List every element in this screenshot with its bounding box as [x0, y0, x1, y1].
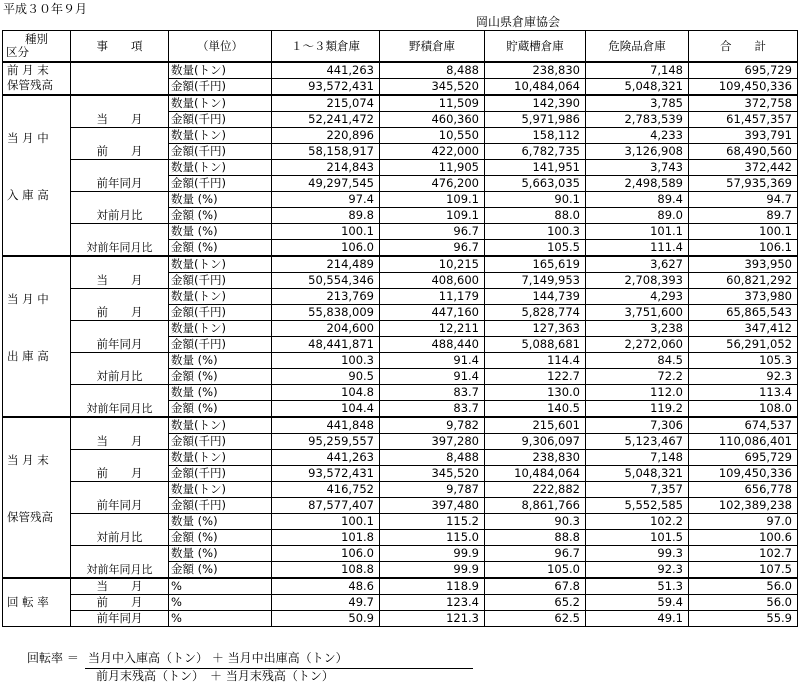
value-hazmat-cell: 72.2: [586, 369, 689, 385]
value-tank-cell: 5,828,774: [485, 305, 586, 321]
value-class13-cell: 100.1: [272, 224, 380, 240]
value-tank-cell: 9,306,097: [485, 434, 586, 450]
warehouse-statistics-table: [2, 30, 798, 627]
value-class13-cell: 52,241,472: [272, 112, 380, 128]
value-total-cell: 60,821,292: [689, 273, 798, 289]
value-outdoor-cell: 12,211: [380, 321, 485, 337]
value-class13-cell: 104.8: [272, 385, 380, 401]
kind-header: [3, 31, 71, 63]
value-hazmat-cell: 3,126,908: [586, 144, 689, 160]
unit-cell: 金額(千円): [169, 434, 272, 450]
value-total-cell: 109,450,336: [689, 466, 798, 482]
table-row: [3, 514, 798, 530]
value-tank-cell: 105.5: [485, 240, 586, 257]
value-total-cell: 393,950: [689, 256, 798, 273]
value-outdoor-cell: 91.4: [380, 353, 485, 369]
value-tank-cell: 10,484,064: [485, 79, 586, 96]
value-total-cell: 372,758: [689, 95, 798, 112]
unit-header: （単位）: [169, 31, 272, 63]
value-tank-cell: 222,882: [485, 482, 586, 498]
value-hazmat-cell: 99.3: [586, 546, 689, 562]
unit-cell: 金額(千円): [169, 112, 272, 128]
section-label-turnover: 回 転 率: [3, 578, 71, 627]
unit-cell: 金額(千円): [169, 176, 272, 192]
unit-cell: 金額 (%): [169, 401, 272, 418]
value-outdoor-cell: 83.7: [380, 385, 485, 401]
section-label-prev_end: [3, 62, 71, 95]
value-class13-cell: 220,896: [272, 128, 380, 144]
value-class13-cell: 204,600: [272, 321, 380, 337]
value-hazmat-cell: 3,751,600: [586, 305, 689, 321]
value-class13-cell: 58,158,917: [272, 144, 380, 160]
value-tank-cell: 144,739: [485, 289, 586, 305]
table-row: [3, 192, 798, 208]
value-total-cell: 102.7: [689, 546, 798, 562]
unit-cell: 数量 (%): [169, 514, 272, 530]
value-total-cell: 695,729: [689, 450, 798, 466]
value-total-cell: 347,412: [689, 321, 798, 337]
unit-cell: 金額 (%): [169, 208, 272, 224]
table-row: [3, 160, 798, 176]
value-hazmat-cell: 7,357: [586, 482, 689, 498]
unit-cell: 数量(トン): [169, 450, 272, 466]
value-tank-cell: 5,663,035: [485, 176, 586, 192]
unit-cell: 金額(千円): [169, 305, 272, 321]
value-tank-cell: 142,390: [485, 95, 586, 112]
row-label-cell: 当 月: [71, 256, 169, 289]
value-total-cell: 373,980: [689, 289, 798, 305]
section-label-line1: 当 月 中: [7, 292, 49, 306]
value-hazmat-cell: 3,743: [586, 160, 689, 176]
table-row: [3, 256, 798, 273]
value-total-cell: 57,935,369: [689, 176, 798, 192]
report-date: 平成３０年９月: [3, 2, 88, 16]
unit-cell: 数量(トン): [169, 417, 272, 434]
row-label-cell: 前 月: [71, 289, 169, 321]
value-total-cell: 106.1: [689, 240, 798, 257]
table-row: [3, 353, 798, 369]
value-class13-cell: 55,838,009: [272, 305, 380, 321]
value-hazmat-cell: 92.3: [586, 562, 689, 579]
value-class13-cell: 49,297,545: [272, 176, 380, 192]
value-total-cell: 695,729: [689, 62, 798, 79]
unit-cell: 数量(トン): [169, 321, 272, 337]
table-row: [3, 578, 798, 595]
value-total-cell: 56,291,052: [689, 337, 798, 353]
value-tank-cell: 127,363: [485, 321, 586, 337]
value-hazmat-cell: 51.3: [586, 578, 689, 595]
row-label-cell: 対前月比: [71, 514, 169, 546]
value-total-cell: 65,865,543: [689, 305, 798, 321]
value-hazmat-cell: 89.0: [586, 208, 689, 224]
table-row: [3, 595, 798, 611]
table-row: [3, 224, 798, 240]
value-total-cell: 102,389,238: [689, 498, 798, 514]
value-hazmat-cell: 3,785: [586, 95, 689, 112]
value-tank-cell: 90.1: [485, 192, 586, 208]
value-total-cell: 61,457,357: [689, 112, 798, 128]
unit-cell: 金額(千円): [169, 466, 272, 482]
value-tank-cell: 114.4: [485, 353, 586, 369]
value-tank-cell: 88.0: [485, 208, 586, 224]
value-tank-cell: 90.3: [485, 514, 586, 530]
value-hazmat-cell: 5,048,321: [586, 466, 689, 482]
value-hazmat-cell: 7,306: [586, 417, 689, 434]
value-hazmat-cell: 2,498,589: [586, 176, 689, 192]
value-total-cell: 97.0: [689, 514, 798, 530]
value-outdoor-cell: 460,360: [380, 112, 485, 128]
value-tank-cell: 141,951: [485, 160, 586, 176]
unit-cell: %: [169, 595, 272, 611]
value-class13-cell: 50,554,346: [272, 273, 380, 289]
section-label-end: [3, 417, 71, 578]
value-outdoor-cell: 115.2: [380, 514, 485, 530]
value-hazmat-cell: 59.4: [586, 595, 689, 611]
value-hazmat-cell: 7,148: [586, 450, 689, 466]
table-row: [3, 482, 798, 498]
value-total-cell: 113.4: [689, 385, 798, 401]
value-class13-cell: 106.0: [272, 240, 380, 257]
value-hazmat-cell: 3,627: [586, 256, 689, 273]
section-label-line2: 保管残高: [7, 78, 53, 92]
value-class13-cell: 101.8: [272, 530, 380, 546]
value-class13-cell: 416,752: [272, 482, 380, 498]
value-total-cell: 107.5: [689, 562, 798, 579]
row-label-cell: 前 月: [71, 128, 169, 160]
value-tank-cell: 8,861,766: [485, 498, 586, 514]
row-label-cell: 当 月: [71, 417, 169, 450]
value-hazmat-cell: 84.5: [586, 353, 689, 369]
row-label-cell: 対前月比: [71, 353, 169, 385]
unit-cell: 数量 (%): [169, 546, 272, 562]
value-outdoor-cell: 9,782: [380, 417, 485, 434]
row-label-cell: 当 月: [71, 578, 169, 595]
value-class13-cell: 50.9: [272, 611, 380, 627]
value-class13-cell: 87,577,407: [272, 498, 380, 514]
col-hazmat-header: 危険品倉庫: [586, 31, 689, 63]
section-label-out: [3, 256, 71, 417]
table-row: [3, 450, 798, 466]
value-total-cell: 56.0: [689, 578, 798, 595]
value-class13-cell: 100.3: [272, 353, 380, 369]
value-tank-cell: 122.7: [485, 369, 586, 385]
value-outdoor-cell: 422,000: [380, 144, 485, 160]
value-total-cell: 393,791: [689, 128, 798, 144]
value-tank-cell: 215,601: [485, 417, 586, 434]
row-label-cell: 前 月: [71, 595, 169, 611]
value-class13-cell: 48.6: [272, 578, 380, 595]
value-outdoor-cell: 109.1: [380, 208, 485, 224]
value-class13-cell: 97.4: [272, 192, 380, 208]
value-outdoor-cell: 109.1: [380, 192, 485, 208]
value-class13-cell: 93,572,431: [272, 79, 380, 96]
value-hazmat-cell: 5,123,467: [586, 434, 689, 450]
table-row: [3, 289, 798, 305]
value-outdoor-cell: 345,520: [380, 466, 485, 482]
item-header: 事 項: [71, 31, 169, 63]
value-tank-cell: 140.5: [485, 401, 586, 418]
value-hazmat-cell: 101.1: [586, 224, 689, 240]
table-row: [3, 62, 798, 79]
kind-header-line1: 種別: [25, 32, 48, 46]
value-tank-cell: 96.7: [485, 546, 586, 562]
value-hazmat-cell: 112.0: [586, 385, 689, 401]
unit-cell: 金額(千円): [169, 498, 272, 514]
value-class13-cell: 90.5: [272, 369, 380, 385]
value-outdoor-cell: 9,787: [380, 482, 485, 498]
row-label-cell: 前年同月: [71, 482, 169, 514]
value-outdoor-cell: 476,200: [380, 176, 485, 192]
value-outdoor-cell: 408,600: [380, 273, 485, 289]
table-row: [3, 611, 798, 627]
unit-cell: 金額(千円): [169, 79, 272, 96]
unit-cell: 金額 (%): [169, 562, 272, 579]
value-tank-cell: 5,088,681: [485, 337, 586, 353]
unit-cell: 金額(千円): [169, 144, 272, 160]
value-outdoor-cell: 96.7: [380, 224, 485, 240]
value-hazmat-cell: 119.2: [586, 401, 689, 418]
value-hazmat-cell: 3,238: [586, 321, 689, 337]
value-class13-cell: 106.0: [272, 546, 380, 562]
formula-lhs: 回転率 ＝: [27, 651, 79, 665]
value-class13-cell: 48,441,871: [272, 337, 380, 353]
value-class13-cell: 441,848: [272, 417, 380, 434]
section-label-line1: 当 月 中: [7, 131, 49, 145]
value-hazmat-cell: 111.4: [586, 240, 689, 257]
value-outdoor-cell: 11,179: [380, 289, 485, 305]
row-label-cell: 対前年同月比: [71, 546, 169, 579]
value-hazmat-cell: 101.5: [586, 530, 689, 546]
value-total-cell: 68,490,560: [689, 144, 798, 160]
unit-cell: 数量 (%): [169, 192, 272, 208]
value-hazmat-cell: 4,293: [586, 289, 689, 305]
value-class13-cell: 95,259,557: [272, 434, 380, 450]
unit-cell: %: [169, 578, 272, 595]
value-total-cell: 100.6: [689, 530, 798, 546]
value-class13-cell: 213,769: [272, 289, 380, 305]
table-row: [3, 95, 798, 112]
value-tank-cell: 62.5: [485, 611, 586, 627]
value-hazmat-cell: 102.2: [586, 514, 689, 530]
value-tank-cell: 5,971,986: [485, 112, 586, 128]
value-hazmat-cell: 2,708,393: [586, 273, 689, 289]
value-hazmat-cell: 5,552,585: [586, 498, 689, 514]
row-label-cell: 対前月比: [71, 192, 169, 224]
association-name: 岡山県倉庫協会: [476, 15, 561, 29]
value-outdoor-cell: 8,488: [380, 62, 485, 79]
row-label-cell: 前 月: [71, 450, 169, 482]
value-total-cell: 110,086,401: [689, 434, 798, 450]
value-class13-cell: 441,263: [272, 62, 380, 79]
unit-cell: 金額 (%): [169, 369, 272, 385]
value-tank-cell: 88.8: [485, 530, 586, 546]
formula-denominator: 前月末残高（トン） ＋ 当月末残高（トン）: [96, 669, 334, 683]
row-label-cell: 前年同月: [71, 321, 169, 353]
unit-cell: 金額 (%): [169, 530, 272, 546]
unit-cell: 数量(トン): [169, 256, 272, 273]
value-tank-cell: 100.3: [485, 224, 586, 240]
value-outdoor-cell: 10,550: [380, 128, 485, 144]
col-total-header: 合 計: [689, 31, 798, 63]
row-label-cell: [71, 62, 169, 95]
section-label-line1: 前 月 末: [7, 63, 49, 77]
section-label-line2: 入 庫 高: [7, 188, 49, 202]
unit-cell: 数量 (%): [169, 224, 272, 240]
unit-cell: 数量 (%): [169, 385, 272, 401]
value-hazmat-cell: 89.4: [586, 192, 689, 208]
table-row: [3, 546, 798, 562]
value-outdoor-cell: 447,160: [380, 305, 485, 321]
value-outdoor-cell: 83.7: [380, 401, 485, 418]
unit-cell: 数量 (%): [169, 353, 272, 369]
unit-cell: 数量(トン): [169, 95, 272, 112]
value-outdoor-cell: 115.0: [380, 530, 485, 546]
unit-cell: 金額(千円): [169, 273, 272, 289]
value-outdoor-cell: 91.4: [380, 369, 485, 385]
value-total-cell: 109,450,336: [689, 79, 798, 96]
value-tank-cell: 165,619: [485, 256, 586, 273]
table-row: [3, 417, 798, 434]
section-label-line2: 保管残高: [7, 510, 53, 524]
value-class13-cell: 104.4: [272, 401, 380, 418]
value-hazmat-cell: 5,048,321: [586, 79, 689, 96]
unit-cell: 数量(トン): [169, 289, 272, 305]
table-row: [3, 321, 798, 337]
value-class13-cell: 89.8: [272, 208, 380, 224]
unit-cell: %: [169, 611, 272, 627]
value-outdoor-cell: 118.9: [380, 578, 485, 595]
value-total-cell: 656,778: [689, 482, 798, 498]
value-tank-cell: 7,149,953: [485, 273, 586, 289]
row-label-cell: 前年同月: [71, 611, 169, 627]
value-total-cell: 92.3: [689, 369, 798, 385]
col-outdoor-header: 野積倉庫: [380, 31, 485, 63]
section-label-line2: 出 庫 高: [7, 349, 49, 363]
value-hazmat-cell: 7,148: [586, 62, 689, 79]
value-outdoor-cell: 397,280: [380, 434, 485, 450]
header-row: [3, 31, 798, 63]
value-outdoor-cell: 345,520: [380, 79, 485, 96]
unit-cell: 金額 (%): [169, 240, 272, 257]
value-tank-cell: 158,112: [485, 128, 586, 144]
value-class13-cell: 441,263: [272, 450, 380, 466]
value-hazmat-cell: 2,272,060: [586, 337, 689, 353]
value-hazmat-cell: 2,783,539: [586, 112, 689, 128]
value-class13-cell: 93,572,431: [272, 466, 380, 482]
value-outdoor-cell: 8,488: [380, 450, 485, 466]
value-class13-cell: 215,074: [272, 95, 380, 112]
unit-cell: 数量(トン): [169, 482, 272, 498]
row-label-cell: 前年同月: [71, 160, 169, 192]
value-class13-cell: 214,843: [272, 160, 380, 176]
section-label-in: [3, 95, 71, 256]
value-total-cell: 56.0: [689, 595, 798, 611]
value-hazmat-cell: 49.1: [586, 611, 689, 627]
unit-cell: 金額(千円): [169, 337, 272, 353]
table-row: [3, 128, 798, 144]
value-total-cell: 108.0: [689, 401, 798, 418]
table-row: [3, 385, 798, 401]
value-outdoor-cell: 488,440: [380, 337, 485, 353]
unit-cell: 数量(トン): [169, 160, 272, 176]
kind-header-line2: 区分: [6, 45, 29, 59]
value-tank-cell: 6,782,735: [485, 144, 586, 160]
value-class13-cell: 214,489: [272, 256, 380, 273]
row-label-cell: 当 月: [71, 95, 169, 128]
col-tank-header: 貯蔵槽倉庫: [485, 31, 586, 63]
value-class13-cell: 108.8: [272, 562, 380, 579]
value-outdoor-cell: 123.4: [380, 595, 485, 611]
value-total-cell: 100.1: [689, 224, 798, 240]
value-total-cell: 55.9: [689, 611, 798, 627]
value-class13-cell: 100.1: [272, 514, 380, 530]
turnover-formula: [0, 643, 520, 683]
unit-cell: 数量(トン): [169, 128, 272, 144]
value-total-cell: 674,537: [689, 417, 798, 434]
value-outdoor-cell: 10,215: [380, 256, 485, 273]
value-outdoor-cell: 96.7: [380, 240, 485, 257]
value-tank-cell: 67.8: [485, 578, 586, 595]
value-outdoor-cell: 11,509: [380, 95, 485, 112]
row-label-cell: 対前年同月比: [71, 385, 169, 418]
value-total-cell: 89.7: [689, 208, 798, 224]
value-hazmat-cell: 4,233: [586, 128, 689, 144]
section-label-line1: 当 月 末: [7, 453, 49, 467]
value-tank-cell: 238,830: [485, 62, 586, 79]
value-class13-cell: 49.7: [272, 595, 380, 611]
col-class13-header: １～３類倉庫: [272, 31, 380, 63]
value-outdoor-cell: 121.3: [380, 611, 485, 627]
value-tank-cell: 130.0: [485, 385, 586, 401]
value-outdoor-cell: 99.9: [380, 562, 485, 579]
value-tank-cell: 238,830: [485, 450, 586, 466]
value-total-cell: 94.7: [689, 192, 798, 208]
value-tank-cell: 105.0: [485, 562, 586, 579]
row-label-cell: 対前年同月比: [71, 224, 169, 257]
value-outdoor-cell: 99.9: [380, 546, 485, 562]
value-tank-cell: 10,484,064: [485, 466, 586, 482]
value-outdoor-cell: 397,480: [380, 498, 485, 514]
formula-numerator: 当月中入庫高（トン） ＋ 当月中出庫高（トン）: [88, 651, 348, 665]
value-total-cell: 372,442: [689, 160, 798, 176]
value-total-cell: 105.3: [689, 353, 798, 369]
value-tank-cell: 65.2: [485, 595, 586, 611]
value-outdoor-cell: 11,905: [380, 160, 485, 176]
unit-cell: 数量(トン): [169, 62, 272, 79]
